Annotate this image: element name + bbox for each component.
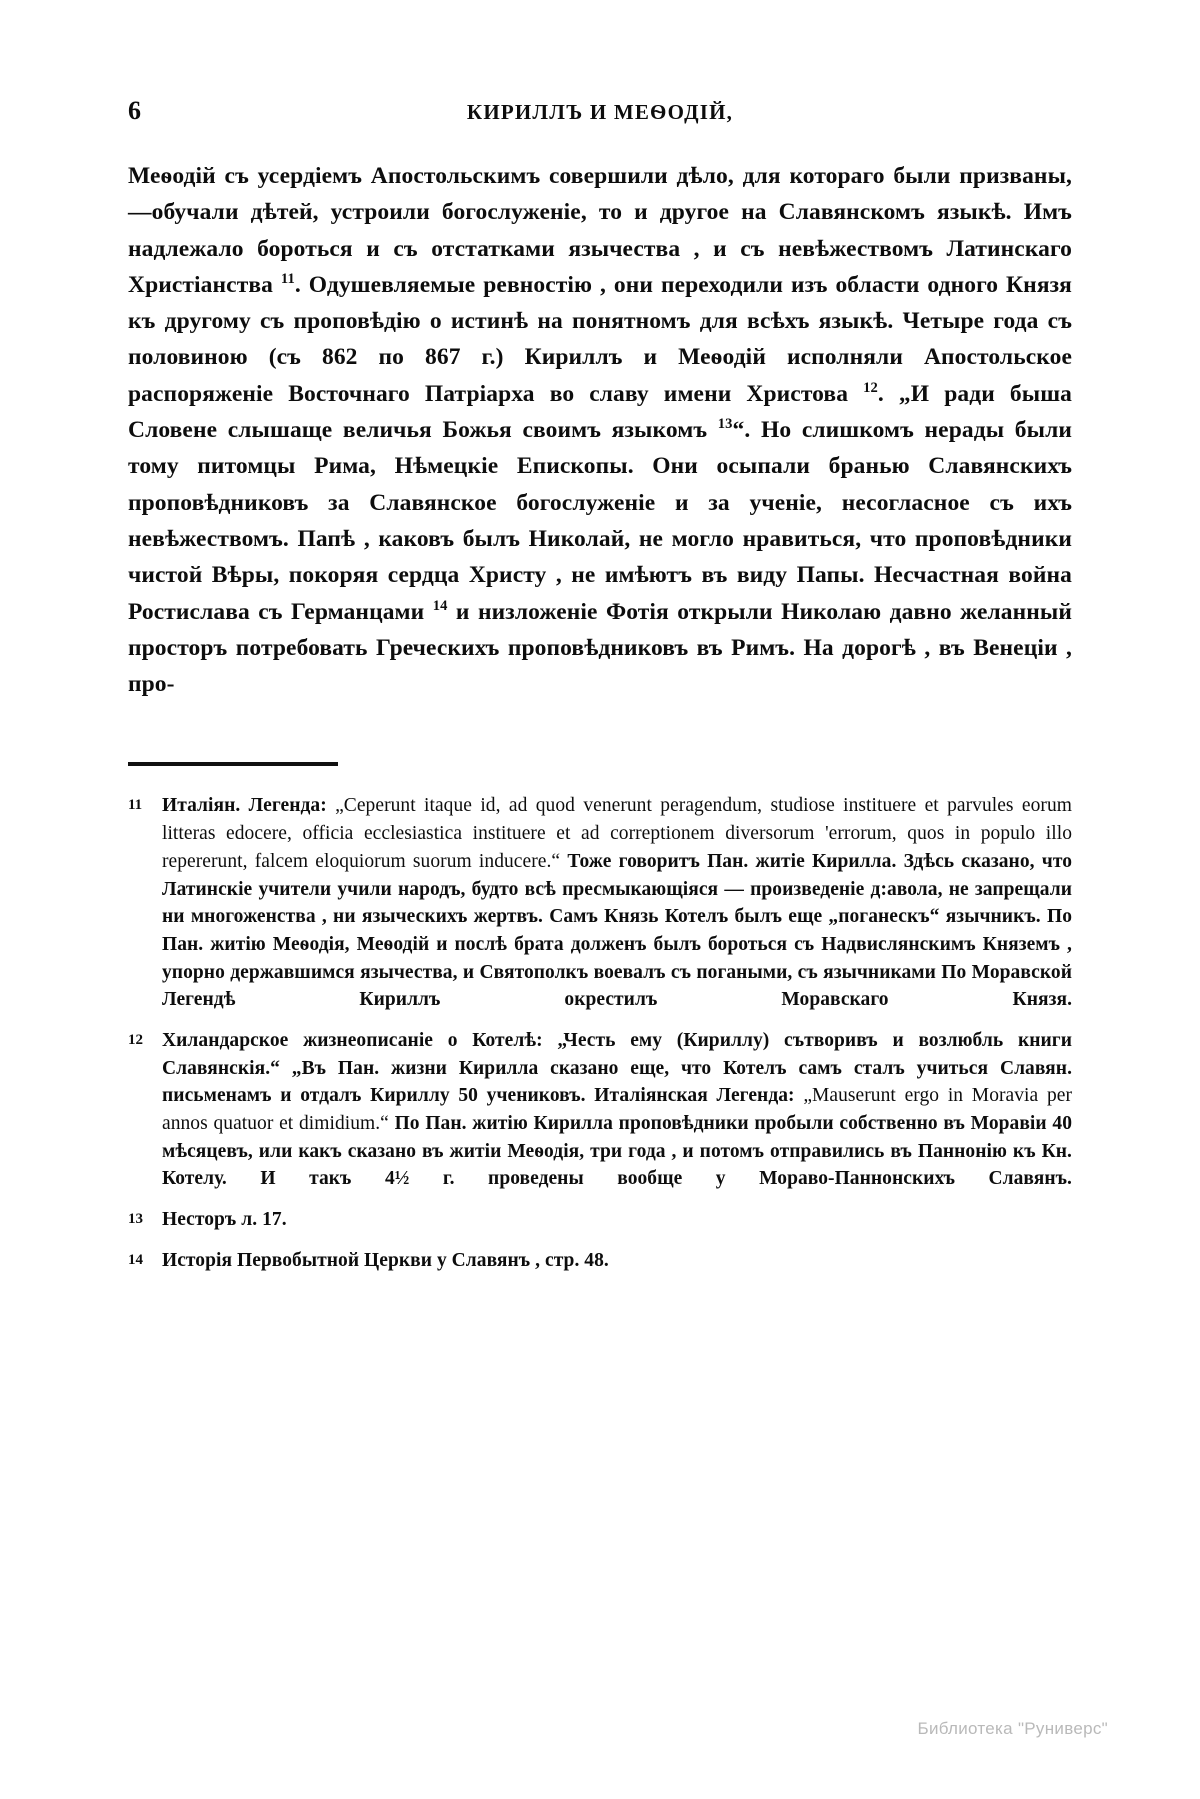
footnote-item	[128, 1206, 1072, 1234]
footnote-text: Исторія Первобытной Церкви у Славянъ , стр. 48.	[162, 1249, 609, 1271]
footnote-text-part: Хиландарское жизнеописаніе о Котелѣ: „Честь ему (Кириллу) сътворивъ и возлюбль книги Славянскія.“ „Въ Пан. жизни Кирилла сказано еще, что Котелъ самъ сталъ учиться Славян. письменамъ и отдалъ Кириллу 50 учениковъ. Италіянская Легенда:	[162, 1029, 1072, 1107]
page-header	[128, 96, 1072, 136]
text-segment: “. Но слишкомъ нерады были тому питомцы Рима, Нѣмецкіе Епископы. Они осыпали бранью Славянскихъ проповѣдниковъ за Славянское богослуженіе и за ученіе, несогласное съ ихъ невѣжествомъ. Папѣ , каковъ былъ Николай, не могло нравиться, что проповѣдники чистой Вѣры, покоряя сердца Христу , не имѣютъ въ виду Папы. Несчастная война Ростислава съ Германцами	[128, 417, 1072, 625]
footnote-item	[128, 1027, 1072, 1193]
text-segment: и низложеніе Фотія открыли Николаю давно желанный просторъ потребовать Греческихъ проповѣдниковъ въ Римъ. На дорогѣ , въ Венеціи , про-	[128, 598, 1072, 698]
footnote-marker: 13	[128, 1211, 143, 1228]
footnote-text: Несторъ л. 17.	[162, 1209, 287, 1231]
footnote-ref-14[interactable]: 14	[432, 597, 448, 614]
page-number: 6	[128, 96, 142, 125]
footnote-latin-quote: „Ceperunt itaque id, ad quod venerunt peragendum, studiose instituere et parvules eorum litteras edocere, officia ecclesiastica instituere et ad correptionem diversorum 'errorum, quos in populo illo repererunt, falcem eloquiorum suorum inducere.“	[162, 795, 1072, 872]
footnote-marker: 11	[128, 797, 143, 814]
page-content	[128, 96, 1072, 1287]
text-segment: . Одушевляемые ревностію , они переходили изъ области одного Князя къ другому съ проповѣдію о истинѣ на понятномъ для всѣхъ языкѣ. Четыре года съ половиною (съ 862 по 867 г.) Кириллъ и Меѳодій исполняли Апостольское распоряженіе Восточнаго Патріарха во славу имени Христова	[128, 271, 1072, 407]
footnote-ref-13[interactable]: 13	[717, 416, 733, 433]
footnotes-section	[128, 792, 1072, 1274]
footnote-item	[128, 792, 1072, 1014]
footnote-separator-rule	[128, 762, 338, 766]
footnote-text-part: По Пан. житію Кирилла проповѣдники пробыли собственно въ Моравіи 40 мѣсяцевъ, или какъ сказано въ житіи Меѳодія, три года , и потомъ отправились въ Паннонію къ Кн. Котелу. И такъ 4½ г. проведены вообще у Мораво-Паннонскихъ Славянъ.	[162, 1113, 1073, 1190]
paragraph-main	[128, 158, 1072, 702]
footnote-text	[162, 792, 1072, 1014]
text-segment: . „И ради быша Словене слышаще величья Божья своимъ языкомъ	[128, 380, 1072, 444]
footnote-item	[128, 1247, 1072, 1275]
footnote-marker: 12	[128, 1031, 143, 1048]
footnote-ref-11[interactable]: 11	[280, 271, 295, 288]
footnote-ref-12[interactable]: 12	[863, 379, 878, 396]
footnote-text-part: Тоже говоритъ Пан. житіе Кирилла. Здѣсь сказано, что Латинскіе учители учили народъ, будто всѣ пресмыкающіяся — произведеніе д:авола, не запрещали ни многоженства , ни языческихъ жертвъ. Самъ Князь Котелъ былъ еще „поганескъ“ язычникъ. По Пан. житію Меѳодія, Меѳодій и послѣ брата долженъ былъ бороться съ Надвислянскимъ Княземъ , упорно державшимся язычества, и Святополкъ воевалъ съ погаными, съ язычниками По Моравской Легендѣ Кириллъ окрестилъ Моравскаго Князя.	[162, 850, 1072, 1011]
footnote-latin-quote: „Mauserunt ergo in Moravia per annos quatuor et dimidium.“	[162, 1085, 1072, 1135]
footnote-text	[162, 1027, 1072, 1193]
running-head: КИРИЛЛЪ И МЕѲОДІЙ,	[466, 100, 734, 124]
footnote-marker: 14	[128, 1251, 143, 1268]
library-watermark: Библиотека "Руниверс"	[917, 1719, 1108, 1738]
footnote-text-part: Италіян. Легенда:	[162, 795, 336, 817]
body-text	[128, 158, 1072, 702]
text-segment: Меѳодій съ усердіемъ Апостольскимъ совершили дѣло, для котораго были призваны,—обучали дѣтей, устроили богослуженіе, то и другое на Славянскомъ языкѣ. Имъ надлежало бороться и съ отстатками язычества , и съ невѣжествомъ Латинскаго Христіанства	[128, 163, 1072, 298]
